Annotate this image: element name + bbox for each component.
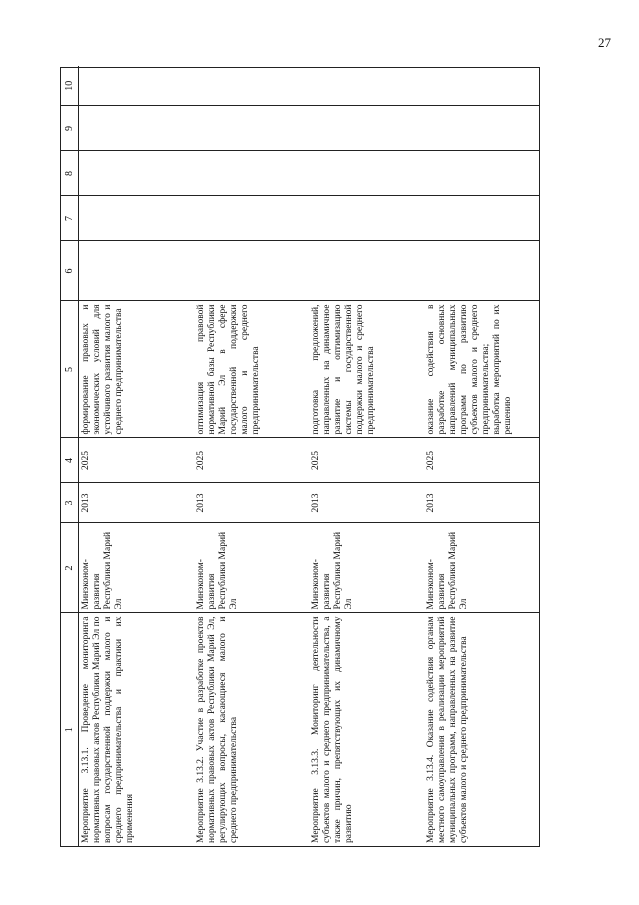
header-row [61, 66, 79, 846]
empty-cell-9 [194, 106, 309, 151]
rotated-table-container [60, 67, 615, 847]
start-year-cell: 2013 [194, 483, 309, 523]
table-row [194, 66, 309, 846]
column-header-9: 9 [61, 106, 79, 151]
start-year-cell: 2013 [309, 483, 424, 523]
executor-cell: Минэконом-развития Республики Марий Эл [424, 523, 539, 613]
result-cell: формирование правовых и экономических условий для устойчивого развития малого и среднего предпринимательства [79, 301, 195, 438]
column-header-5: 5 [61, 301, 79, 438]
empty-cell-9 [309, 106, 424, 151]
activity-cell: Мероприятие 3.13.2. Участие в разработке проектов нормативных правовых актов Республики Марий Эл, регулирующих вопросы, касающиеся малого и среднего предпринимательства [196, 616, 239, 843]
empty-cell-7 [424, 196, 539, 241]
empty-cell-10 [194, 66, 309, 106]
page-number: 27 [598, 35, 611, 50]
result-cell: оказание содействия в разработке основных направлений муниципальных программ по развитию субъектов малого и среднего предпринимательства; выработка мероприятий по их решению [424, 301, 539, 438]
column-header-8: 8 [61, 151, 79, 196]
empty-cell-6 [79, 241, 195, 301]
empty-cell-10 [79, 66, 195, 106]
column-header-10: 10 [61, 66, 79, 106]
empty-cell-7 [309, 196, 424, 241]
executor-cell: Минэконом-развития Республики Марий Эл [79, 523, 195, 613]
start-year-cell: 2013 [424, 483, 539, 523]
column-header-6: 6 [61, 241, 79, 301]
activity-cell: Мероприятие 3.13.4. Оказание содействия органам местного самоуправления в реализации мероприятий муниципальных программ, направленных на развитие субъектов малого и среднего предпринимательства [426, 616, 469, 843]
table-frame [60, 67, 540, 847]
empty-cell-6 [309, 241, 424, 301]
activity-cell: Мероприятие 3.13.1. Проведение мониторинга нормативных правовых актов Республики Марий Эл по вопросам государственной поддержки малого и среднего предпринимательства и практики их применения [81, 616, 135, 843]
activity-cell: Мероприятие 3.13.3. Мониторинг деятельности субъектов малого и среднего предпринимательства, а также причин, препятствующих их динамичному развитию [311, 616, 354, 843]
executor-cell: Минэконом-развития Республики Марий Эл [309, 523, 424, 613]
column-header-3: 3 [61, 483, 79, 523]
result-cell: подготовка предложений, направленных на динамичное развитие и оптимизацию системы государственной поддержки малого и среднего предпринимательства [309, 301, 424, 438]
start-year-cell: 2013 [79, 483, 195, 523]
column-header-4: 4 [61, 438, 79, 483]
empty-cell-8 [79, 151, 195, 196]
empty-cell-8 [309, 151, 424, 196]
empty-cell-8 [194, 151, 309, 196]
empty-cell-6 [424, 241, 539, 301]
result-cell: оптимизация правовой нормативной базы Республики Марий Эл в сфере государственной поддержки малого и среднего предпринимательства [194, 301, 309, 438]
end-year-cell: 2025 [309, 438, 424, 483]
executor-cell: Минэконом-развития Республики Марий Эл [194, 523, 309, 613]
column-header-1: 1 [61, 613, 79, 846]
column-header-7: 7 [61, 196, 79, 241]
table-row [424, 66, 539, 846]
empty-cell-6 [194, 241, 309, 301]
end-year-cell: 2025 [424, 438, 539, 483]
column-header-2: 2 [61, 523, 79, 613]
empty-cell-8 [424, 151, 539, 196]
empty-cell-9 [79, 106, 195, 151]
end-year-cell: 2025 [194, 438, 309, 483]
table-row [309, 66, 424, 846]
end-year-cell: 2025 [79, 438, 195, 483]
empty-cell-7 [79, 196, 195, 241]
empty-cell-10 [309, 66, 424, 106]
table-row [79, 66, 195, 846]
empty-cell-7 [194, 196, 309, 241]
program-activities-table [61, 66, 539, 846]
empty-cell-10 [424, 66, 539, 106]
empty-cell-9 [424, 106, 539, 151]
